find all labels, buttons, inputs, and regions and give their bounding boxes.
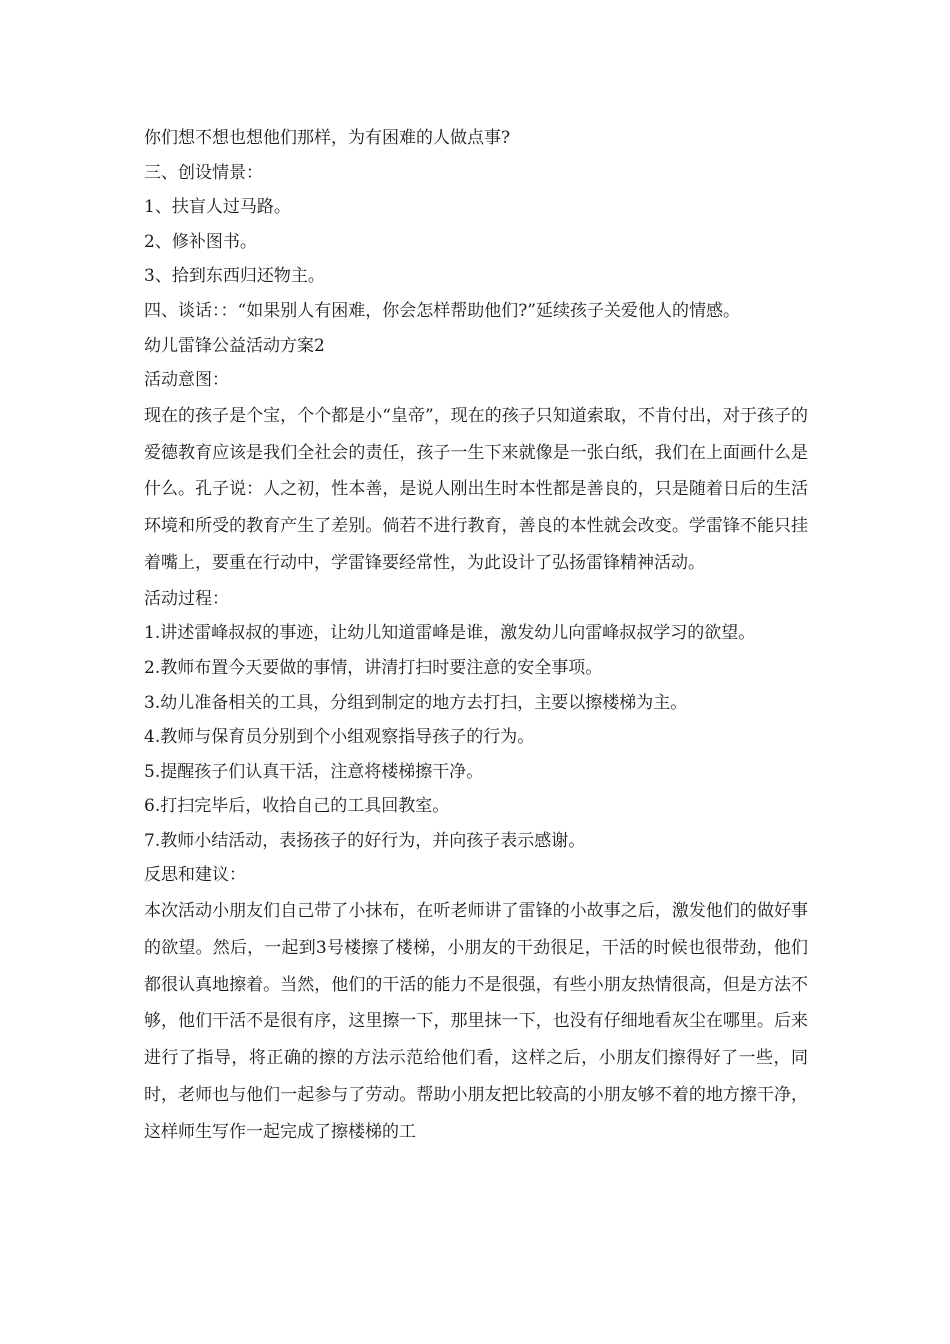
section-heading-scenario: 三、创设情景： — [144, 162, 263, 183]
document-body — [144, 121, 808, 1151]
process-step: 4.教师与保育员分别到个小组观察指导孩子的行为。 — [144, 727, 535, 748]
process-step: 2.教师布置今天要做的事情，讲清打扫时要注意的安全事项。 — [144, 657, 603, 678]
section-heading-talk: 四、谈话：：“如果别人有困难，你会怎样帮助他们?”延续孩子关爱他人的情感。 — [144, 300, 740, 321]
process-step: 1.讲述雷峰叔叔的事迹，让幼儿知道雷峰是谁，激发幼儿向雷峰叔叔学习的欲望。 — [144, 623, 756, 644]
intent-paragraph: 现在的孩子是个宝，个个都是小“皇帝”，现在的孩子只知道索取，不肯付出，对于孩子的爱德教育应该是我们全社会的责任，孩子一生下来就像是一张白纸，我们在上面画什么是什么。孔子说：人之初，性本善，是说人刚出生时本性都是善良的，只是随着日后的生活环境和所受的教育产生了差别。倘若不进行教育，善良的本性就会改变。学雷锋不能只挂着嘴上，要重在行动中，学雷锋要经常性，为此设计了弘扬雷锋精神活动。 — [144, 405, 808, 573]
list-item: 3、拾到东西归还物主。 — [144, 266, 325, 287]
section-heading-reflection: 反思和建议： — [144, 865, 246, 886]
process-step: 7.教师小结活动，表扬孩子的好行为，并向孩子表示感谢。 — [144, 830, 586, 851]
list-item: 1、扶盲人过马路。 — [144, 197, 291, 218]
process-step: 6.打扫完毕后，收拾自己的工具回教室。 — [144, 796, 450, 817]
list-item: 2、修补图书。 — [144, 231, 257, 252]
process-step: 3.幼儿准备相关的工具，分组到制定的地方去打扫，主要以擦楼梯为主。 — [144, 692, 688, 713]
reflection-paragraph: 本次活动小朋友们自己带了小抹布，在听老师讲了雷锋的小故事之后，激发他们的做好事的欲望。然后，一起到3号楼擦了楼梯，小朋友的干劲很足，干活的时候也很带劲，他们都很认真地擦着。当然，他们的干活的能力不是很强，有些小朋友热情很高，但是方法不够，他们干活不是很有序，这里擦一下，那里抹一下，也没有仔细地看灰尘在哪里。后来进行了指导，将正确的擦的方法示范给他们看，这样之后，小朋友们擦得好了一些，同时，老师也与他们一起参与了劳动。帮助小朋友把比较高的小朋友够不着的地方擦干净，这样师生写作一起完成了擦楼梯的工 — [144, 901, 808, 1142]
section-heading-process: 活动过程： — [144, 588, 229, 609]
plan-title: 幼儿雷锋公益活动方案2 — [144, 335, 325, 356]
text-line: 你们想不想也想他们那样，为有困难的人做点事? — [144, 128, 511, 148]
process-step: 5.提醒孩子们认真干活，注意将楼梯擦干净。 — [144, 761, 484, 782]
section-heading-intent: 活动意图： — [144, 370, 229, 391]
